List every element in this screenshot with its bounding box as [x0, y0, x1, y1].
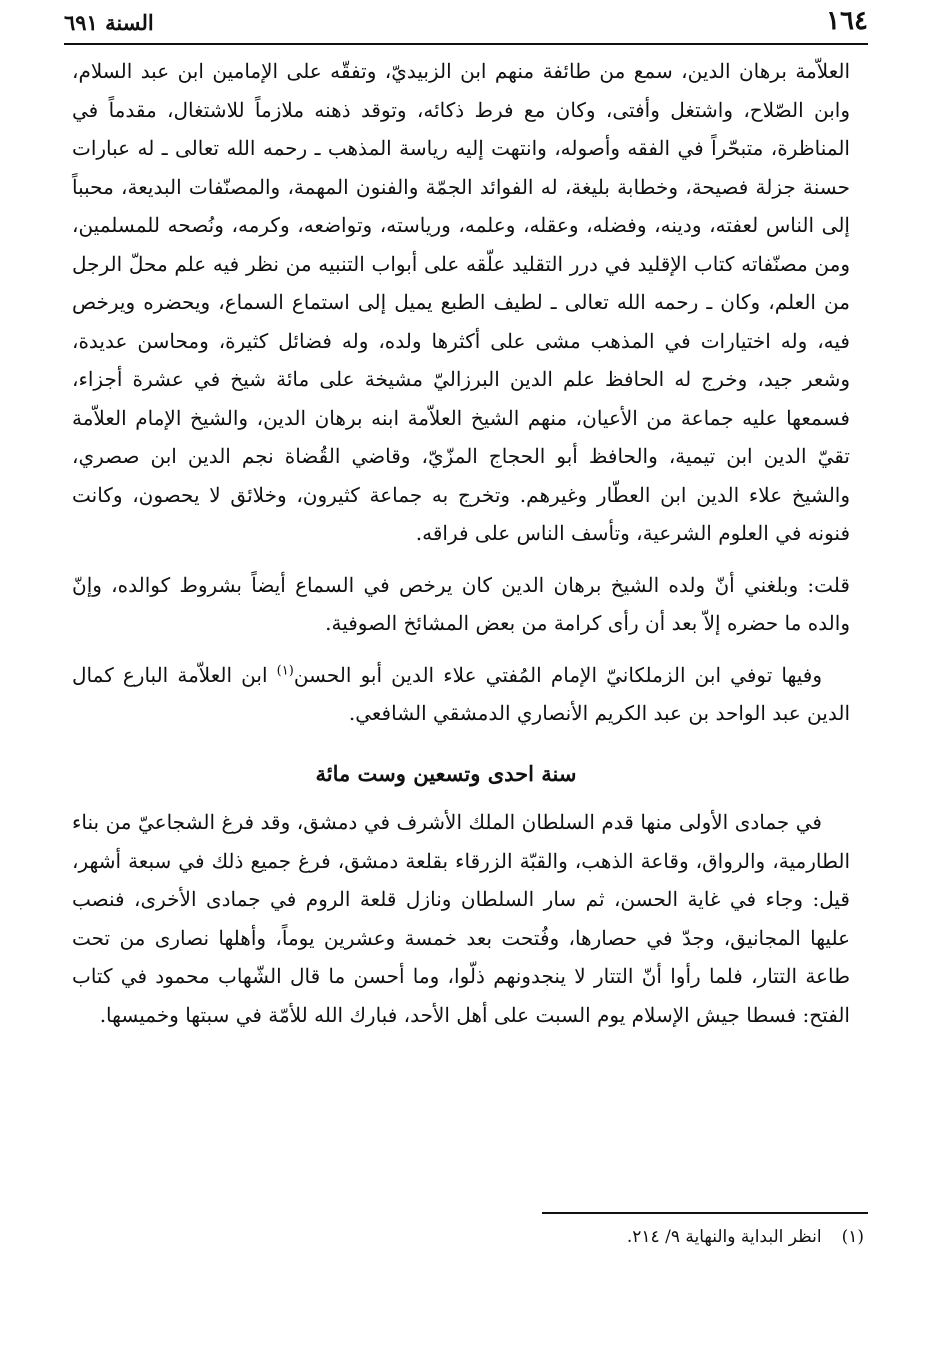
death-notice-text-end: ابن العلاّمة البارع كمال الدين عبد الواحد بن عبد الكريم الأنصاري الدمشقي الشافعي. — [72, 662, 850, 725]
paragraph-author-note: قلت: وبلغني أنّ ولده الشيخ برهان الدين كان يرخص في السماع أيضاً بشروط كوالده، وإنّ والده ما حضره إلاّ بعد أن رأى كرامة من بعض المشائخ الصوفية. — [72, 572, 850, 635]
main-text — [72, 52, 850, 1034]
death-notice-text-start: وفيها توفي ابن الزملكانيّ الإمام المُفتي علاء الدين أبو الحسن — [293, 662, 822, 687]
page-header — [64, 4, 868, 42]
section-heading: سنة احدى وتسعين وست مائة — [315, 760, 577, 786]
footnote-marker: (١) — [841, 1227, 864, 1247]
paragraph-biography: العلاّمة برهان الدين، سمع من طائفة منهم ابن الزبيديّ، وتفقّه على الإمامين ابن عبد السلام، وابن الصّلاح، واشتغل وأفتى، وكان مع فرط ذكائه، وتوقد ذهنه ملازماً للاشتغال، مقدماً في المناظرة، متبحّراً في الفقه وأصوله، وانتهت إليه رياسة المذهب ـ رحمه الله تعالى ـ له عبارات حسنة جزلة فصيحة، وخطابة بليغة، له الفوائد الجمّة والفنون المهمة، والمصنّفات البديعة، محبباً إلى الناس لعفته، ودينه، وفضله، وعقله، وعلمه، ورياسته، وتواضعه، وكرمه، ونُصحه للمسلمين، ومن مصنّفاته كتاب الإقليد في درر التقليد علّقه على أبواب التنبيه من نظر فيه علم محلّ الرجل من العلم، وكان ـ رحمه الله تعالى ـ لطيف الطبع يميل إلى استماع السماع، ويحضره ويرخص فيه، وله اختيارات في المذهب مشى على أكثرها ولده، وله فضائل كثيرة، ومحاسن عديدة، وشعر جيد، وخرج له الحافظ علم الدين البرزاليّ مشيخة على مائة شيخ في عشرة أجزاء، فسمعها عليه جماعة من الأعيان، منهم الشيخ العلاّمة ابنه برهان الدين، والشيخ الإمام العلاّمة تقيّ الدين ابن تيمية، والحافظ أبو الحجاج المزّيّ، وقاضي القُضاة نجم الدين ابن صصري، والشيخ علاء الدين ابن العطّار وغيرهم. وتخرج به جماعة كثيرون، وخلائق لا يحصون، وكانت فنونه في العلوم الشرعية، وتأسف الناس على فراقه. — [72, 59, 851, 545]
footnote — [80, 1222, 864, 1252]
footnote-reference[interactable]: (١) — [276, 662, 294, 678]
header-divider — [64, 43, 868, 45]
footnote-divider — [542, 1212, 868, 1214]
paragraph-year-events: في جمادى الأولى منها قدم السلطان الملك الأشرف في دمشق، وقد فرغ الشجاعيّ من بناء الطارمية، والرواق، وقاعة الذهب، والقبّة الزرقاء بقلعة دمشق، فرغ جميع ذلك في سبعة أشهر، قيل: وجاء في غاية الحسن، ثم سار السلطان ونازل قلعة الروم في جمادى الأخرى، فنصب عليها المجانيق، وجدّ في حصارها، وفُتحت بعد خمسة وعشرين يوماً، وأهلها نصارى من تحت طاعة التتار، فلما رأوا أنّ التتار لا ينجدونهم ذلّوا، وما أحسن ما قال الشّهاب محمود في كتاب الفتح: فسطا جيش الإسلام يوم السبت على أهل الأحد، فبارك الله للأمّة في سبتها وخميسها. — [72, 810, 851, 1027]
footnote-text: انظر البداية والنهاية ٩/ ٢١٤. — [626, 1227, 822, 1247]
page-number: ١٦٤ — [826, 6, 868, 36]
paragraph-death-notice — [72, 656, 850, 733]
running-head: السنة ٦٩١ — [64, 10, 154, 35]
